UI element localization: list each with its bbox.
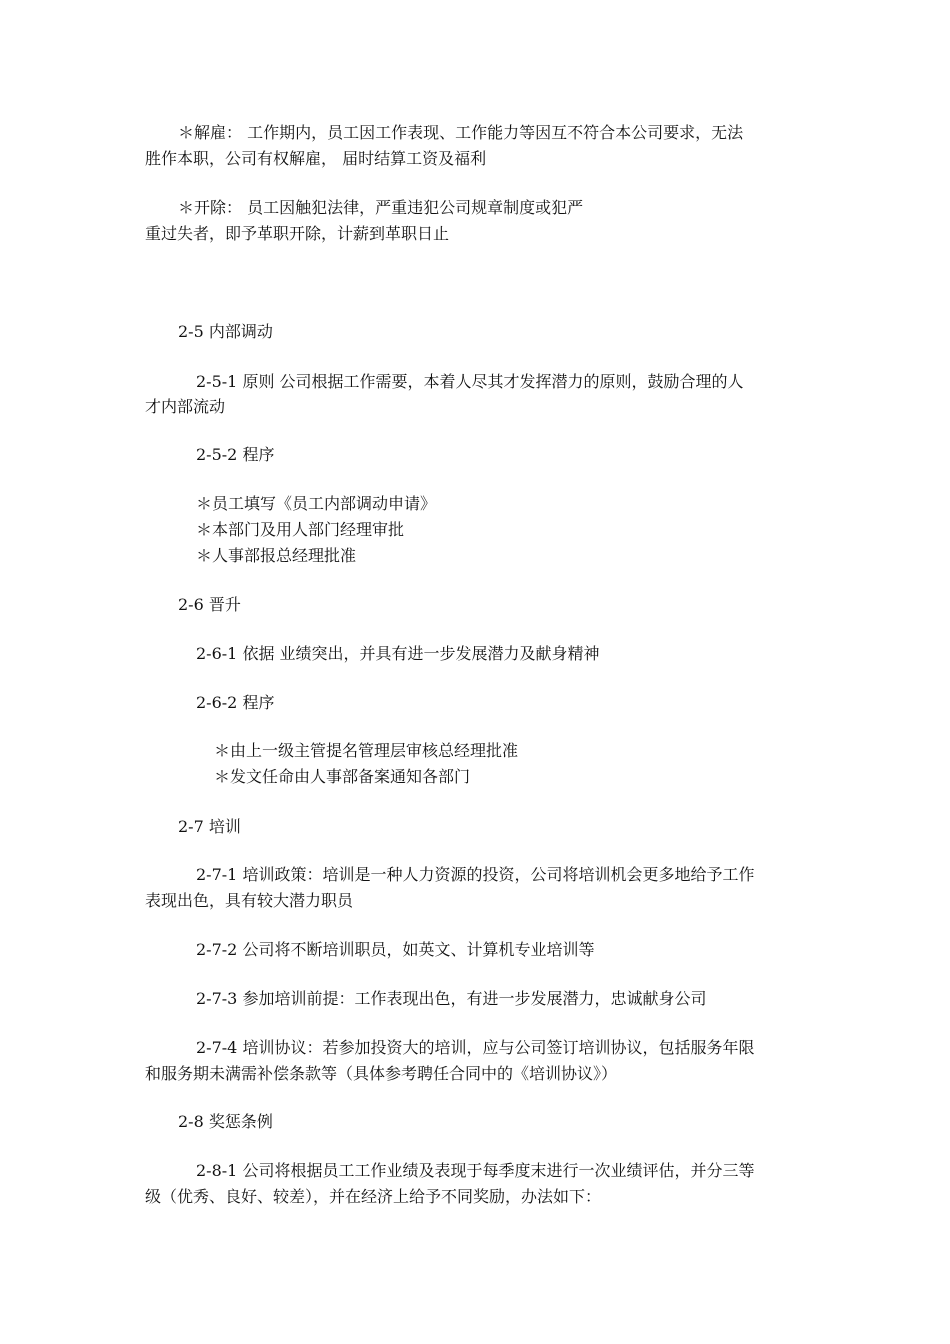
basis-line: 2-6-1 依据 业绩突出，并具有进一步发展潜力及献身精神 [196,644,600,663]
procedure-heading-2-5-2: 2-5-2 程序 [196,445,275,464]
procedure-heading-2-6-2: 2-6-2 程序 [196,693,275,712]
training-agreement-line-1: 2-7-4 培训协议：若参加投资大的培训，应与公司签订培训协议，包括服务年限 [196,1038,755,1057]
training-ongoing-line: 2-7-2 公司将不断培训职员，如英文、计算机专业培训等 [196,940,595,959]
principle-line-2: 才内部流动 [145,397,226,416]
list-item: ＊发文任命由人事部备案通知各部门 [214,767,471,786]
section-heading-2-8: 2-8 奖惩条例 [178,1112,273,1131]
reward-rule-line-2: 级（优秀、良好、较差），并在经济上给予不同奖励，办法如下： [145,1187,602,1206]
expulsion-line-2: 重过失者，即予革职开除，计薪到革职日止 [145,224,450,243]
training-agreement-line-2: 和服务期未满需补偿条款等（具体参考聘任合同中的《培训协议》） [145,1064,618,1083]
training-policy-line-2: 表现出色，具有较大潜力职员 [145,891,354,910]
principle-line-1: 2-5-1 原则 公司根据工作需要，本着人尽其才发挥潜力的原则，鼓励合理的人 [196,372,744,391]
section-heading-2-5: 2-5 内部调动 [178,322,273,341]
list-item: ＊本部门及用人部门经理审批 [196,520,405,539]
section-heading-2-6: 2-6 晋升 [178,595,241,614]
section-heading-2-7: 2-7 培训 [178,817,241,836]
list-item: ＊员工填写《员工内部调动申请》 [196,494,437,513]
reward-rule-line-1: 2-8-1 公司将根据员工工作业绩及表现于每季度末进行一次业绩评估，并分三等 [196,1161,755,1180]
dismissal-line-2: 胜作本职，公司有权解雇， 届时结算工资及福利 [145,149,487,168]
list-item: ＊由上一级主管提名管理层审核总经理批准 [214,741,519,760]
expulsion-line-1: ＊开除： 员工因触犯法律，严重违犯公司规章制度或犯严 [178,198,584,217]
list-item: ＊人事部报总经理批准 [196,546,357,565]
dismissal-line-1: ＊解雇： 工作期内，员工因工作表现、工作能力等因互不符合本公司要求，无法 [178,123,744,142]
training-prerequisite-line: 2-7-3 参加培训前提：工作表现出色，有进一步发展潜力，忠诚献身公司 [196,989,707,1008]
training-policy-line-1: 2-7-1 培训政策：培训是一种人力资源的投资，公司将培训机会更多地给予工作 [196,865,755,884]
